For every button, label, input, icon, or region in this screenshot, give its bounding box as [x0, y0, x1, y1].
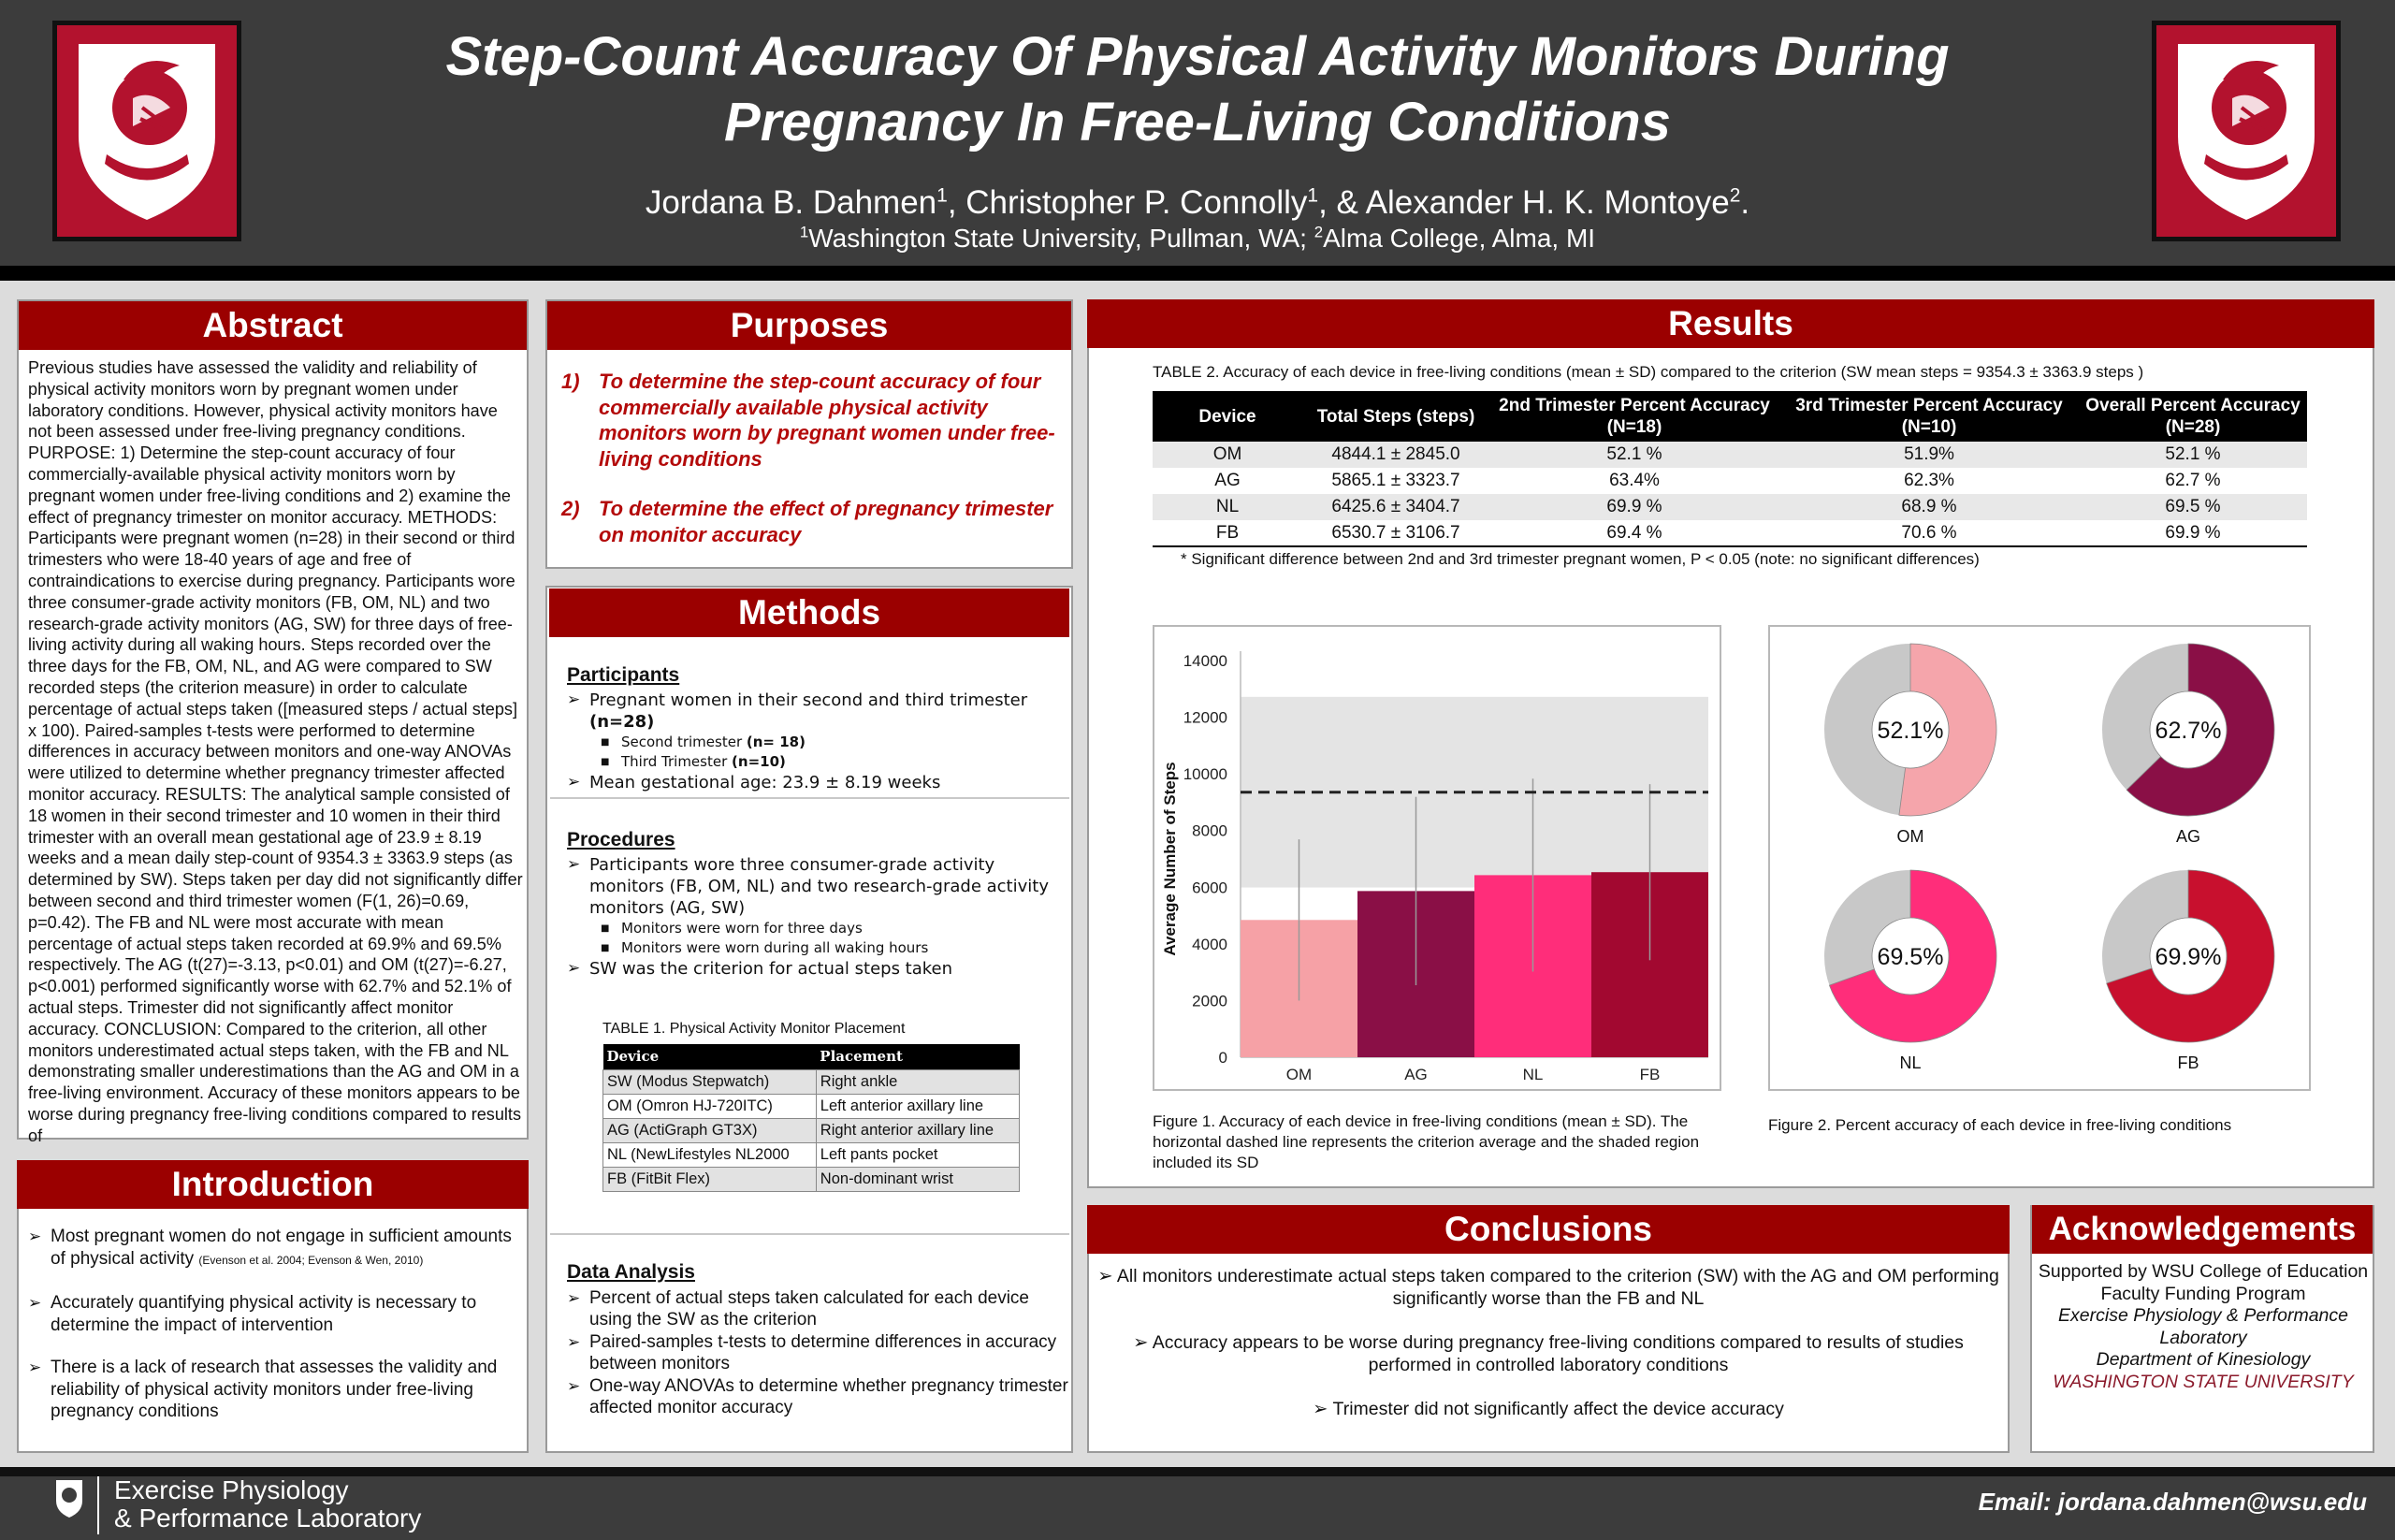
table-header: Placement [816, 1044, 1019, 1069]
arrow-bullet-icon: ➢ [567, 1376, 581, 1395]
author-affil-mark: 1 [1307, 184, 1319, 207]
lab-line-1: Exercise Physiology [114, 1475, 349, 1504]
table-header: 2nd Trimester Percent Accuracy (N=18) [1489, 391, 1779, 442]
conclusion-text: Accuracy appears to be worse during pregnancy free-living conditions compared to results of studies performed in controlled laboratory conditions [1152, 1332, 1964, 1375]
table-cell: Non-dominant wrist [816, 1167, 1019, 1191]
affil-mark: 1 [799, 223, 809, 241]
participants-block [567, 664, 1072, 793]
bar-chart-box [1153, 625, 1721, 1091]
purpose-text: To determine the effect of pregnancy trimester on monitor accuracy [599, 497, 1053, 546]
purposes-heading: Purposes [547, 301, 1071, 350]
list-item [567, 938, 1072, 958]
table1-caption: TABLE 1. Physical Activity Monitor Placement [602, 1021, 906, 1037]
footer-separator [97, 1476, 99, 1534]
square-bullet-icon: ■ [601, 757, 610, 767]
conclusion-text: All monitors underestimate actual steps taken compared to the criterion (SW) with the AG and OM performing significantly worse than the FB and NL [1116, 1266, 1999, 1309]
x-tick-label: NL [1522, 1066, 1544, 1083]
citation: (Evenson et al. 2004; Evenson & Wen, 2010) [198, 1253, 424, 1267]
list-item [1095, 1398, 2002, 1420]
y-tick-label: 6000 [1192, 879, 1227, 897]
table-header: 3rd Trimester Percent Accuracy (N=10) [1779, 391, 2079, 442]
table-cell: OM [1153, 442, 1302, 468]
list-item [567, 733, 1072, 752]
table-cell: 68.9 % [1779, 494, 2079, 520]
purpose-text: To determine the step-count accuracy of four commercially available physical activity monitors worn by pregnant women under free-living conditions [599, 370, 1055, 471]
table-header: Device [1153, 391, 1302, 442]
procedure-sub: Monitors were worn for three days [621, 920, 863, 937]
donut-value-label: 69.5% [1877, 944, 1944, 970]
donut-category-label: AG [2175, 827, 2201, 846]
author-list [281, 183, 2114, 223]
author-name: , & Alexander H. K. Montoye [1318, 184, 1730, 221]
table-row [1153, 468, 2307, 494]
list-item [28, 1357, 524, 1423]
donut-category-label: FB [2177, 1053, 2199, 1072]
table-header: Device [603, 1044, 817, 1069]
author-affil-mark: 1 [936, 184, 948, 207]
donut-value-label: 62.7% [2155, 718, 2222, 744]
table-header-row [1153, 391, 2307, 442]
author-name: Jordana B. Dahmen [645, 184, 937, 221]
procedure-sub: Monitors were worn during all waking hours [621, 939, 929, 956]
footer-divider [0, 1467, 2395, 1476]
table-cell: 52.1 % [2079, 442, 2307, 468]
donut-value-label: 52.1% [1877, 718, 1944, 744]
tri-n: (n= 18) [746, 734, 806, 750]
author-name: , Christopher P. Connolly [947, 184, 1308, 221]
tri-label: Second trimester [621, 734, 747, 750]
list-item [567, 854, 1072, 919]
list-item [567, 690, 1072, 733]
x-tick-label: OM [1285, 1066, 1313, 1083]
arrow-bullet-icon: ➢ [567, 1332, 581, 1351]
procedures-block [567, 829, 1072, 980]
table-cell: AG (ActiGraph GT3X) [603, 1118, 817, 1142]
table2-note: * Significant difference between 2nd and 3rd trimester pregnant women, P < 0.05 (note: no significant differences) [1181, 550, 1980, 568]
conclusion-text: Trimester did not significantly affect the device accuracy [1332, 1399, 1784, 1419]
list-item [1095, 1331, 2002, 1376]
cougar-shield-icon [2167, 33, 2326, 229]
abstract-heading: Abstract [19, 301, 527, 350]
methods-divider [550, 797, 1069, 799]
y-tick-label: 2000 [1192, 992, 1227, 1010]
tri-label: Third Trimester [621, 753, 733, 770]
conclusions-heading: Conclusions [1087, 1205, 2010, 1254]
footer-shield-icon [54, 1478, 84, 1519]
acknowledgements-text [2034, 1261, 2373, 1393]
square-bullet-icon: ■ [601, 923, 610, 934]
arrow-bullet-icon: ➢ [567, 690, 581, 709]
table2-caption: TABLE 2. Accuracy of each device in free-living conditions (mean ± SD) compared to the criterion (SW mean steps = 9354.3 ± 3363.9 steps ) [1153, 363, 2144, 381]
participants-heading: Participants [567, 664, 680, 686]
title-line-1: Step-Count Accuracy Of Physical Activity Monitors During [445, 26, 1950, 87]
cougar-shield-icon [67, 33, 226, 229]
list-item [28, 1226, 524, 1271]
list-item [1095, 1265, 2002, 1310]
list-item [28, 1292, 524, 1336]
tri-n: (n=10) [732, 753, 786, 770]
y-tick-label: 10000 [1183, 765, 1227, 784]
lab-line-2: & Performance Laboratory [114, 1504, 422, 1533]
header-divider [0, 266, 2395, 281]
table-cell: 5865.1 ± 3323.7 [1331, 471, 1460, 490]
author-affil-mark: 2 [1729, 184, 1741, 207]
participants-n: (n=28) [589, 712, 655, 732]
affil-text: Washington State University, Pullman, WA; [808, 224, 1314, 253]
purposes-list [561, 369, 1067, 572]
table-cell: NL [1153, 494, 1302, 520]
arrow-bullet-icon: ➢ [28, 1228, 42, 1245]
list-item [567, 958, 1072, 980]
arrow-bullet-icon: ➢ [567, 959, 581, 978]
table-header-row [603, 1044, 1020, 1069]
arrow-bullet-icon: ➢ [567, 855, 581, 874]
accuracy-donut-charts [1770, 627, 2309, 1089]
table-row [1153, 520, 2307, 546]
figure2-caption: Figure 2. Percent accuracy of each device in free-living conditions [1768, 1116, 2232, 1134]
table-cell: 69.9 % [2079, 520, 2307, 546]
methods-heading: Methods [549, 588, 1069, 637]
participants-text: Pregnant women in their second and third trimester [589, 690, 1028, 710]
contact-email[interactable]: Email: jordana.dahmen@wsu.edu [1978, 1488, 2367, 1516]
introduction-heading: Introduction [17, 1160, 529, 1209]
table-cell: 51.9% [1779, 442, 2079, 468]
table-cell: Left pants pocket [816, 1142, 1019, 1167]
footer-lab-name [114, 1476, 421, 1533]
abstract-text: Previous studies have assessed the validity and reliability of physical activity monitors worn by pregnant women under laboratory conditions. However, physical activity monitors have not been assessed under free-living pregnancy conditions. PURPOSE: 1) Determine the step-count accuracy of four commercially-available physical activity monitors worn by pregnant women under free-living conditions and 2) examine the effect of pregnancy trimester on monitor accuracy. METHODS: Participants were pregnant women (n=28) in their second or third trimesters who were 18-40 years of age and free of contraindications to exercise during pregnancy. Participants wore three consumer-grade activity monitors (FB, OM, NL) and two research-grade activity monitors (AG, SW) for three days of free-living activity during all waking hours. Steps recorded over the three days for the FB, OM, NL, and AG were compared to SW recorded steps (the criterion measure) in order to calculate percentage of actual steps taken ([measured steps / actual steps] x 100). Paired-samples t-tests were performed to determine differences in accuracy between monitors and one-way ANOVAs were utilized to determine whether pregnancy trimester affected monitor accuracy. RESULTS: The analytical sample consisted of 18 women in their second trimester and 10 women in their third trimester with an overall mean gestational age of 23.9 ± 8.19 weeks and a mean daily step-count of 9354.3 ± 3363.9 steps (as determined by SW). Steps taken per day did not significantly differ between second and third trimester women (F(1, 26)=0.69, p=0.42). The FB and NL were most accurate with mean percentage of actual steps taken recorded at 69.9% and 69.5% respectively. The AG (t(27)=-3.13, p<0.01) and OM (t(27)=-6.27, p<0.001) performed significantly worse with 62.7% and 52.1% of actual steps. Trimester did not significantly affect monitor accuracy. CONCLUSION: Compared to the criterion, all other monitors underestimated actual steps taken, with the FB and NL demonstrating smaller underestimations than the AG and OM in a free-living environment. Accuracy of these monitors appears to be worse during pregnancy free-living conditions compared to results of [28, 358, 523, 1145]
table-cell: 6425.6 ± 3404.7 [1302, 494, 1489, 520]
donut-chart-box [1768, 625, 2311, 1091]
methods-divider [550, 1233, 1069, 1235]
table-row [1153, 494, 2307, 520]
arrow-bullet-icon: ➢ [567, 1288, 581, 1307]
donut-value-label: 69.9% [2155, 944, 2222, 970]
table-cell: AG [1214, 471, 1241, 490]
table-cell: Right ankle [816, 1069, 1019, 1094]
figure1-caption: Figure 1. Accuracy of each device in free-living conditions (mean ± SD). The horizontal dashed line represents the criterion average and the shaded region included its SD [1153, 1112, 1700, 1171]
table-row [603, 1142, 1020, 1167]
arrow-bullet-icon: ➢ [567, 773, 581, 792]
table-cell: 4844.1 ± 2845.0 [1302, 442, 1489, 468]
donut-category-label: NL [1899, 1053, 1922, 1072]
affil-text: Alma College, Alma, MI [1323, 224, 1596, 253]
table-cell: SW (Modus Stepwatch) [603, 1069, 817, 1094]
wsu-logo-right [2152, 21, 2341, 241]
y-tick-label: 0 [1218, 1049, 1227, 1067]
table-cell: 63.4% [1609, 471, 1660, 490]
table-header: Total Steps (steps) [1302, 391, 1489, 442]
list-item [567, 1331, 1072, 1375]
list-item [567, 1375, 1072, 1419]
conclusions-list [1095, 1265, 2002, 1442]
poster-title [281, 24, 2114, 155]
intro-text: There is a lack of research that assesses the validity and reliability of physical activity monitors under free-living pregnancy conditions [51, 1358, 498, 1421]
ack-dept: Department of Kinesiology [2096, 1349, 2311, 1370]
placement-table [602, 1044, 1020, 1192]
gestational-age: Mean gestational age: 23.9 ± 8.19 weeks [589, 773, 941, 792]
author-end: . [1740, 184, 1750, 221]
accuracy-table [1153, 391, 2307, 547]
analysis-text: Percent of actual steps taken calculated for each device using the SW as the criterion [589, 1287, 1029, 1329]
wsu-logo-left [52, 21, 241, 241]
y-axis-label: Average Number of Steps [1161, 762, 1179, 956]
table-row [603, 1167, 1020, 1191]
arrow-bullet-icon: ➢ [28, 1358, 42, 1376]
arrow-bullet-icon: ➢ [28, 1294, 42, 1312]
table-cell: FB (FitBit Flex) [603, 1167, 817, 1191]
y-tick-label: 12000 [1183, 708, 1227, 727]
table-row [603, 1118, 1020, 1142]
arrow-bullet-icon: ➢ [1133, 1332, 1153, 1353]
table-cell: 70.6 % [1779, 520, 2079, 546]
y-tick-label: 14000 [1183, 652, 1227, 670]
results-heading: Results [1087, 299, 2374, 348]
table-cell: 62.7 % [2165, 471, 2221, 490]
list-item [567, 919, 1072, 938]
x-tick-label: AG [1404, 1066, 1428, 1083]
analysis-text: Paired-samples t-tests to determine differences in accuracy between monitors [589, 1331, 1057, 1373]
title-line-2: Pregnancy In Free-Living Conditions [724, 92, 1671, 153]
table-cell: NL (NewLifestyles NL2000 [603, 1142, 817, 1167]
table-cell: 69.9 % [1489, 494, 1779, 520]
x-tick-label: FB [1639, 1066, 1661, 1083]
acknowledgements-heading: Acknowledgements [2032, 1205, 2373, 1254]
analysis-text: One-way ANOVAs to determine whether pregnancy trimester affected monitor accuracy [589, 1375, 1068, 1417]
table-cell: 69.5 % [2079, 494, 2307, 520]
y-tick-label: 4000 [1192, 935, 1227, 953]
table-cell: 6530.7 ± 3106.7 [1302, 520, 1489, 546]
square-bullet-icon: ■ [601, 943, 610, 953]
ack-funding: Supported by WSU College of Education Faculty Funding Program [2038, 1261, 2369, 1304]
list-item [561, 496, 1067, 547]
table-row [603, 1094, 1020, 1118]
procedure-text: Participants wore three consumer-grade activity monitors (FB, OM, NL) and two research-grade activity monitors (AG, SW) [589, 855, 1049, 918]
ack-lab: Exercise Physiology & Performance Laboratory [2058, 1305, 2348, 1348]
step-bar-chart [1154, 627, 1720, 1089]
table-cell: 62.3% [1904, 471, 1954, 490]
purpose-number: 1) [561, 370, 580, 393]
analysis-block [567, 1261, 1072, 1419]
list-item [561, 369, 1067, 472]
table-cell: 69.4 % [1489, 520, 1779, 546]
table-row [1153, 442, 2307, 468]
table-cell: Right anterior axillary line [816, 1118, 1019, 1142]
list-item [567, 772, 1072, 793]
introduction-list [28, 1226, 524, 1444]
affil-mark: 2 [1314, 223, 1324, 241]
procedure-text: SW was the criterion for actual steps taken [589, 959, 953, 979]
table-cell: 52.1 % [1489, 442, 1779, 468]
procedures-heading: Procedures [567, 829, 675, 850]
table-header: Overall Percent Accuracy (N=28) [2079, 391, 2307, 442]
arrow-bullet-icon: ➢ [1313, 1399, 1333, 1419]
table-row [603, 1069, 1020, 1094]
arrow-bullet-icon: ➢ [1097, 1266, 1117, 1286]
intro-text: Most pregnant women do not engage in sufficient amounts of physical activity [51, 1227, 512, 1269]
table-cell: Left anterior axillary line [816, 1094, 1019, 1118]
list-item [567, 752, 1072, 772]
y-tick-label: 8000 [1192, 821, 1227, 840]
table-cell: OM (Omron HJ-720ITC) [603, 1094, 817, 1118]
donut-category-label: OM [1896, 827, 1924, 846]
table-cell: FB [1153, 520, 1302, 546]
analysis-heading: Data Analysis [567, 1261, 695, 1283]
purpose-number: 2) [561, 497, 580, 520]
ack-university: WASHINGTON STATE UNIVERSITY [2053, 1371, 2354, 1392]
list-item [567, 1287, 1072, 1331]
square-bullet-icon: ■ [601, 737, 610, 748]
intro-text: Accurately quantifying physical activity is necessary to determine the impact of intervention [51, 1293, 477, 1335]
affiliations [281, 223, 2114, 254]
